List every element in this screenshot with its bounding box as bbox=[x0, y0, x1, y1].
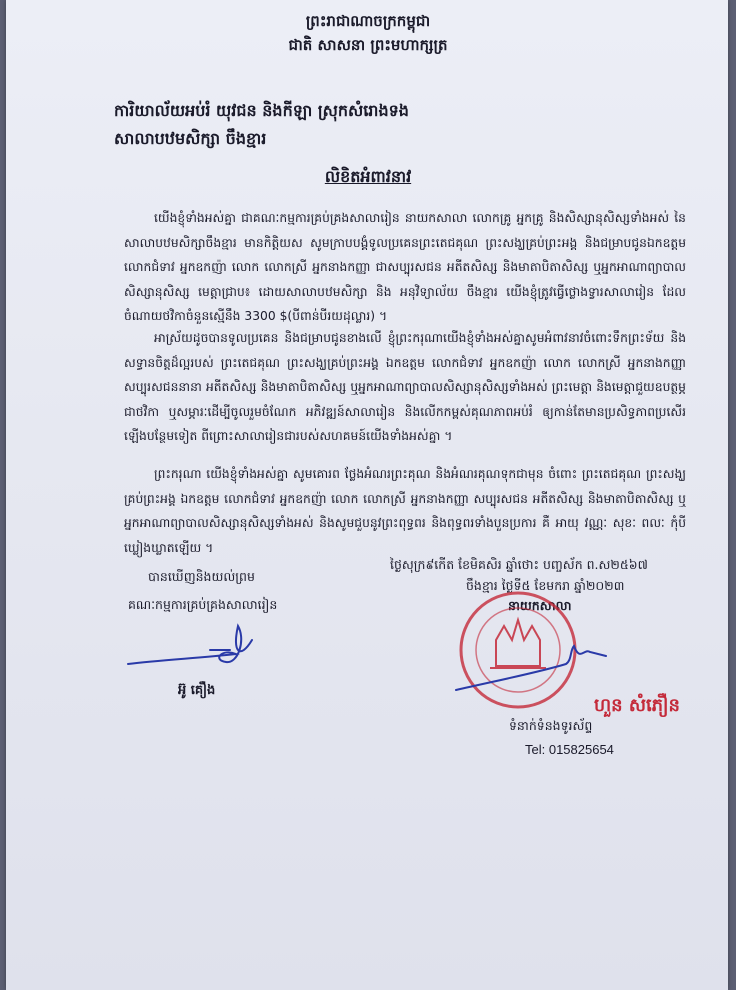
kingdom-heading: ព្រះរាជាណាចក្រកម្ពុជា bbox=[305, 12, 431, 30]
lunar-date: ថ្ងៃសុក្រ៩កើត ខែមិគសិរ ឆ្នាំថោះ បញ្ចស័ក ព.ស២៥៦៧ bbox=[390, 557, 648, 572]
committee-label: គណៈកម្មការគ្រប់គ្រងសាលារៀន bbox=[128, 597, 278, 612]
approval-label: បានឃើញនិងយល់ព្រម bbox=[148, 569, 255, 584]
body-paragraph-2: អាស្រ័យដូចបានទូលប្រគេន និងជម្រាបជូនខាងលើ ខ្ញុំព្រះករុណាយើងខ្ញុំទាំងអស់គ្នាសូមអំពាវនាវចំពោះទឹកព្រះទ័យ និងសទ្ធានចិត្តដ៏ល្អរបស់ ព្រះតេជគុណ ព្រះសង្ឃគ្រប់ព្រះអង្គ ឯកឧត្តម លោកជំទាវ អ្នកឧកញ៉ា លោក លោកស្រី អ្នកនាងកញ្ញា សប្បុរសជននានា អតីតសិស្ស និងមាតាបិតាសិស្ស ឬអ្នកអាណាព្យាបាលសិស្សានុសិស្សទាំងអស់ ព្រះមេត្តា និងមេត្តាជួយឧបត្ថម្ភជាថវិកា ឬសម្ភារៈដើម្បីចូលរួមចំណែក អភិវឌ្ឍន៍សាលារៀន និងលើកកម្ពស់គុណភាពអប់រំ ឲ្យកាន់តែមានប្រសិទ្ធភាពប្រសើរឡើងបន្ថែមទៀត ពីព្រោះសាលារៀនជារបស់សហគមន៍យើងទាំងអស់គ្នា ។ bbox=[124, 331, 686, 443]
body-paragraph-1: យើងខ្ញុំទាំងអស់គ្នា ជាគណៈកម្មការគ្រប់គ្រងសាលារៀន នាយកសាលា លោកគ្រូ អ្នកគ្រូ និងសិស្សានុសិស្សទាំងអស់ នៃសាលាបឋមសិក្សាចឹងខ្មារ មានកិត្តិយស សូមក្រាបបង្គំទូលប្រគេនព្រះតេជគុណ ព្រះសង្ឃគ្រប់ព្រះអង្គ និងជម្រាបជូនឯកឧត្តម លោកជំទាវ អ្នកឧកញ៉ា លោក លោកស្រី អ្នកនាងកញ្ញា ជាសប្បុរសជន អតីតសិស្ស និងមាតាបិតាសិស្ស ឬអ្នកអាណាព្យាបាលសិស្សានុសិស្ស មេត្តាជ្រាប៖ ដោយសាលាបឋមសិក្សា និង អនុវិទ្យាល័យ ចឹងខ្មារ យើងខ្ញុំត្រូវធ្វើថ្លោងទ្វារសាលារៀន ដែលចំណាយថវិកាចំនួនស្មើនឹង 3300 $(បីពាន់បីរយដុល្លារ) ។ bbox=[124, 211, 686, 323]
phone-number: Tel: 015825654 bbox=[525, 742, 614, 757]
committee-signer-name: អ៊ូ គឿង bbox=[178, 683, 216, 698]
school-stamp bbox=[461, 593, 575, 707]
school-name: សាលាបឋមសិក្សា ចឹងខ្មារ bbox=[114, 129, 267, 148]
body-paragraph-3: ព្រះករុណា យើងខ្ញុំទាំងអស់គ្នា សូមគោរព ថ្លែងអំណរព្រះគុណ និងអំណរគុណទុកជាមុន ចំពោះ ព្រះតេជគុណ ព្រះសង្ឃគ្រប់ព្រះអង្គ ឯកឧត្តម លោកជំទាវ អ្នកឧកញ៉ា លោក លោកស្រី អ្នកនាងកញ្ញា សប្បុរសជន អតីតសិស្ស និងមាតាបិតាសិស្ស ឬអ្នកអាណាព្យាបាលសិស្សានុសិស្សទាំងអស់ និងសូមជួបនូវព្រះពុទ្ធពរ និងពុទ្ធពរទាំងបួនប្រការ គឺ អាយុ វណ្ណៈ សុខៈ ពលៈ កុំបីឃ្លៀងឃ្លាតឡើយ ។ bbox=[124, 467, 686, 555]
committee-signature bbox=[128, 626, 252, 664]
principal-title: នាយកសាលា bbox=[508, 598, 572, 613]
national-motto: ជាតិ សាសនា ព្រះមហាក្សត្រ bbox=[288, 36, 448, 54]
principal-name-stamp: ហួន សំភឿន bbox=[594, 695, 680, 716]
office-name: ការិយាល័យអប់រំ យុវជន និងកីឡា ស្រុកសំរោងទង bbox=[114, 101, 409, 120]
document-title: លិខិតអំពាវនាវ bbox=[324, 167, 412, 186]
contact-label: ទំនាក់ទំនងទូរស័ព្ទ bbox=[509, 718, 593, 733]
place-and-date: ចឹងខ្មារ ថ្ងៃទី៥ ខែមករា ឆ្នាំ២០២៣ bbox=[466, 578, 625, 593]
